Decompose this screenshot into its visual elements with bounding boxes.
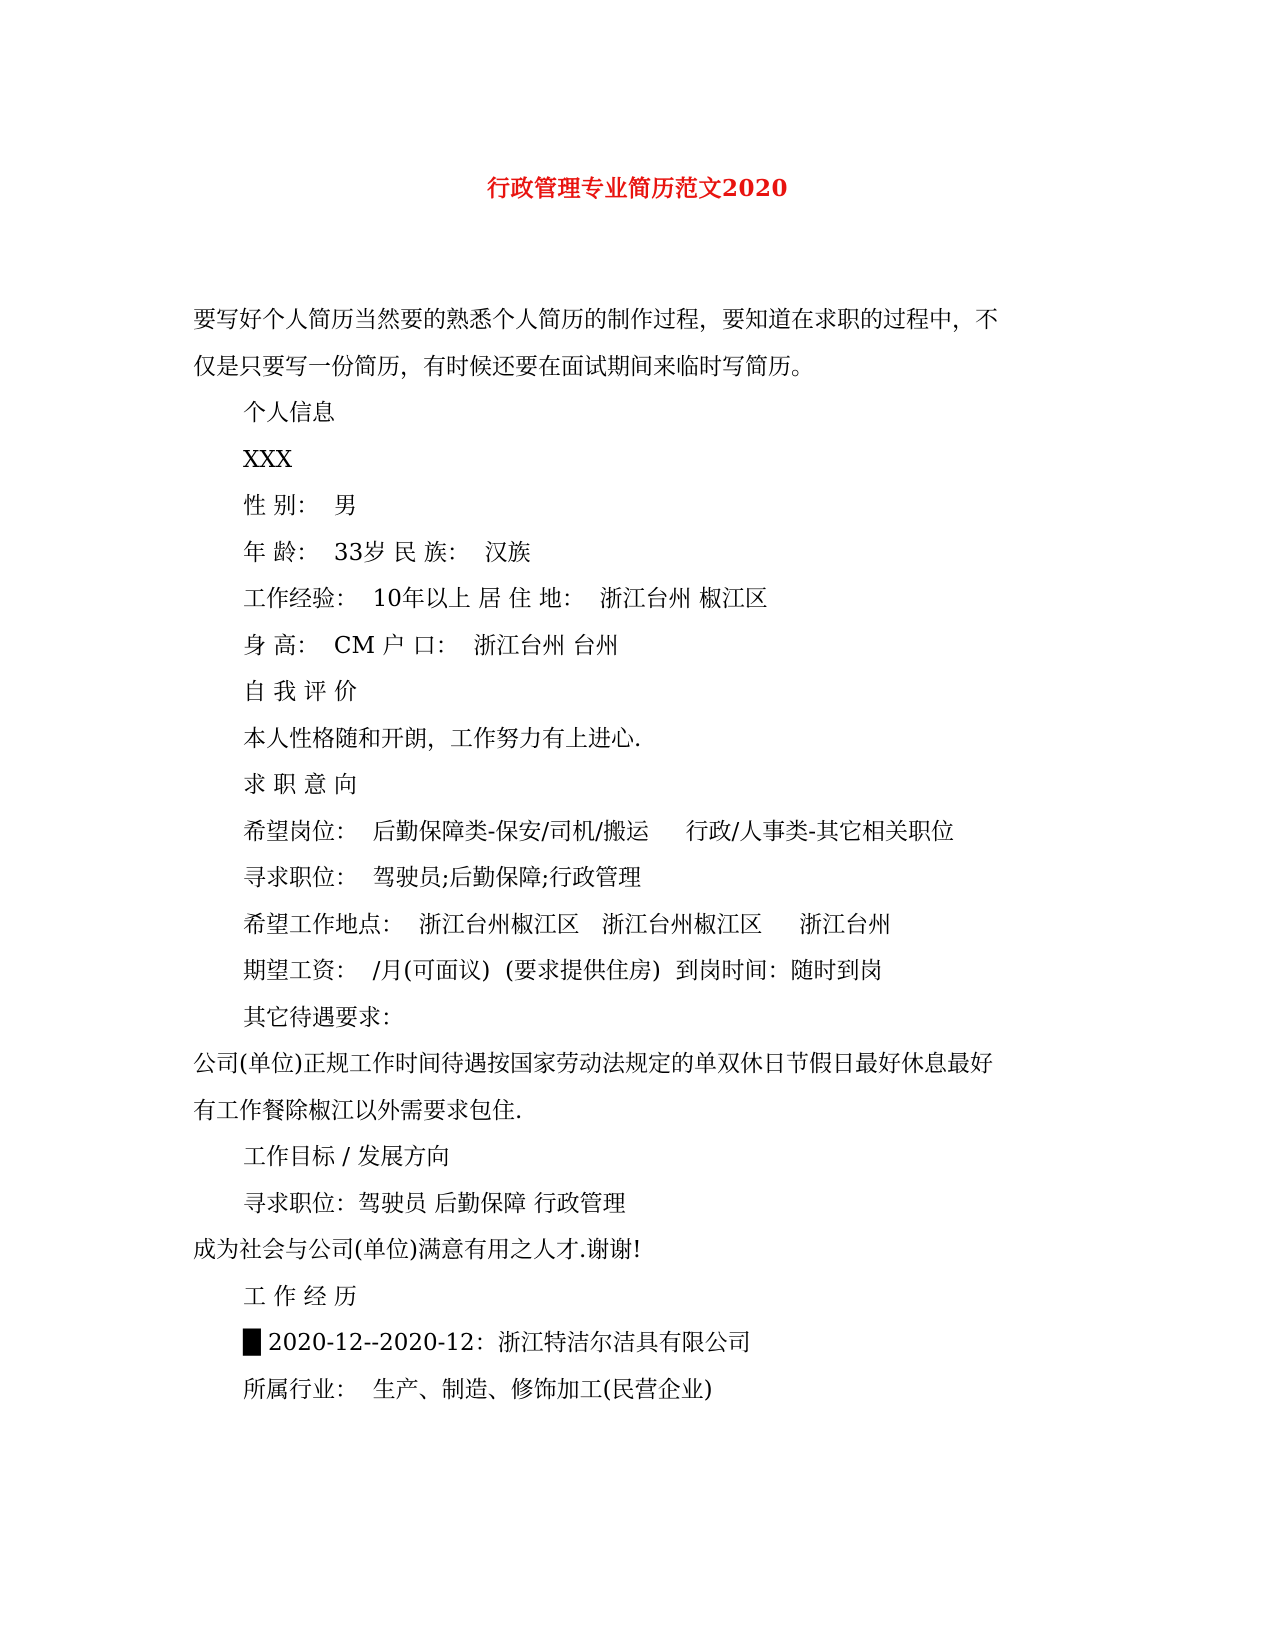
expected-salary-line: 期望工资： /月(可面议) (要求提供住房) 到岗时间：随时到岗 bbox=[243, 958, 883, 984]
age-ethnicity-line: 年 龄： 33岁 民 族： 汉族 bbox=[243, 540, 531, 566]
intro-line-1: 要写好个人简历当然要的熟悉个人简历的制作过程，要知道在求职的过程中，不 bbox=[193, 307, 998, 333]
benefits-text-line-2: 有工作餐除椒江以外需要求包住. bbox=[193, 1098, 523, 1124]
section-heading-career-goal: 工作目标 / 发展方向 bbox=[243, 1144, 450, 1170]
section-heading-self-evaluation: 自 我 评 价 bbox=[243, 679, 357, 705]
height-hukou-line: 身 高： CM 户 口： 浙江台州 台州 bbox=[243, 633, 619, 659]
other-benefits-heading: 其它待遇要求： bbox=[243, 1005, 404, 1031]
benefits-text-line-1: 公司(单位)正规工作时间待遇按国家劳动法规定的单双休日节假日最好休息最好 bbox=[193, 1051, 993, 1077]
desired-location-line: 希望工作地点： 浙江台州椒江区 浙江台州椒江区 浙江台州 bbox=[243, 912, 892, 938]
section-heading-personal-info: 个人信息 bbox=[243, 400, 335, 426]
desired-position-line: 希望岗位： 后勤保障类-保安/司机/搬运 行政/人事类-其它相关职位 bbox=[243, 819, 954, 845]
section-heading-work-history: 工 作 经 历 bbox=[243, 1284, 357, 1310]
intro-line-2: 仅是只要写一份简历，有时候还要在面试期间来临时写简历。 bbox=[193, 354, 814, 380]
career-goal-statement: 成为社会与公司(单位)满意有用之人才.谢谢! bbox=[193, 1237, 642, 1263]
sought-position-line: 寻求职位： 驾驶员;后勤保障;行政管理 bbox=[243, 865, 642, 891]
work-history-entry: █ 2020-12--2020-12：浙江特洁尔洁具有限公司 bbox=[243, 1330, 751, 1356]
name-line: XXX bbox=[243, 447, 293, 473]
industry-line: 所属行业： 生产、制造、修饰加工(民营企业) bbox=[243, 1377, 713, 1403]
gender-line: 性 别： 男 bbox=[243, 493, 357, 519]
experience-residence-line: 工作经验： 10年以上 居 住 地： 浙江台州 椒江区 bbox=[243, 586, 768, 612]
document-title: 行政管理专业简历范文2020 bbox=[486, 175, 788, 202]
career-goal-position-line: 寻求职位：驾驶员 后勤保障 行政管理 bbox=[243, 1191, 626, 1217]
section-heading-job-intention: 求 职 意 向 bbox=[243, 772, 357, 798]
self-evaluation-text: 本人性格随和开朗，工作努力有上进心. bbox=[243, 726, 642, 752]
